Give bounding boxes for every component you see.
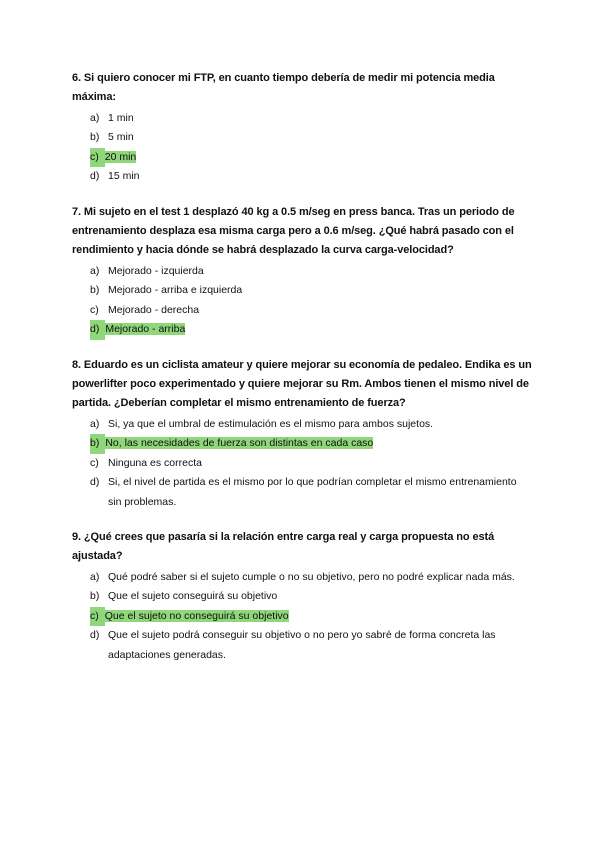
option-d: [72, 626, 532, 665]
option-c-correct: [72, 148, 532, 167]
option-text: 20 min: [104, 150, 137, 163]
option-text: Mejorado - izquierda: [108, 265, 204, 277]
option-text: Si, el nivel de partida es el mismo por lo que podrían completar el mismo entrenamiento sin problemas.: [108, 476, 517, 508]
question-text: 8. Eduardo es un ciclista amateur y quiere mejorar su economía de pedaleo. Endika es un powerlifter poco experimentado y quiere mejorar su Rm. Ambos tienen el mismo nivel de partida. ¿Deberían completar el mismo entrenamiento de fuerza?: [72, 359, 532, 409]
option-letter: b): [90, 131, 100, 144]
option-letter: d): [90, 629, 100, 642]
option-letter: d): [90, 170, 100, 183]
question-text: 6. Si quiero conocer mi FTP, en cuanto tiempo debería de medir mi potencia media máxima:: [72, 72, 495, 103]
option-text: Que el sujeto podrá conseguir su objetivo o no pero yo sabré de forma concreta las adaptaciones generadas.: [108, 629, 496, 661]
option-b: [72, 587, 532, 606]
option-text: Mejorado - arriba: [105, 323, 186, 336]
option-text: Mejorado - derecha: [108, 303, 200, 316]
options-list: [72, 262, 532, 340]
option-d: [72, 167, 532, 186]
question-8: [72, 356, 532, 512]
option-letter: c): [90, 148, 105, 167]
option-letter: d): [90, 320, 105, 339]
option-text: 5 min: [108, 131, 134, 144]
option-d: [72, 473, 532, 512]
option-text: Que el sujeto no conseguirá su objetivo: [104, 609, 289, 622]
option-b: [72, 128, 532, 147]
option-d-correct: [72, 320, 532, 339]
option-a: [72, 109, 532, 128]
option-text: Si, ya que el umbral de estimulación es el mismo para ambos sujetos.: [108, 418, 434, 430]
option-b: [72, 281, 532, 300]
options-list: [72, 109, 532, 187]
question-9: [72, 528, 532, 665]
option-c: [72, 301, 532, 320]
option-a: [72, 415, 532, 434]
option-a: [72, 262, 532, 281]
option-letter: a): [90, 112, 100, 124]
option-letter: a): [90, 571, 100, 583]
option-letter: c): [90, 607, 105, 626]
option-letter: b): [90, 434, 105, 453]
option-letter: b): [90, 590, 100, 603]
option-c: [72, 454, 532, 473]
option-b-correct: [72, 434, 532, 453]
options-list: [72, 568, 532, 665]
option-c-correct: [72, 607, 532, 626]
option-letter: a): [90, 265, 100, 277]
option-letter: c): [90, 456, 99, 469]
option-letter: a): [90, 418, 100, 430]
option-text: No, las necesidades de fuerza son distintas en cada caso: [105, 437, 374, 450]
question-7: [72, 203, 532, 340]
option-letter: b): [90, 284, 100, 297]
question-text: 9. ¿Qué crees que pasaría si la relación entre carga real y carga propuesta no está ajustada?: [72, 531, 495, 562]
option-letter: d): [90, 476, 100, 489]
options-list: [72, 415, 532, 512]
option-text: Mejorado - arriba e izquierda: [108, 284, 243, 297]
question-6: [72, 69, 532, 187]
option-text: Que el sujeto conseguirá su objetivo: [108, 590, 278, 603]
option-a: [72, 568, 532, 587]
question-text: 7. Mi sujeto en el test 1 desplazó 40 kg a 0.5 m/seg en press banca. Tras un periodo de entrenamiento desplaza esa misma carga pero a 0.6 m/seg. ¿Qué habrá pasado con el rendimiento y hacia dónde se habrá desplazado la curva carga-velocidad?: [72, 206, 515, 256]
option-text: Ninguna es correcta: [108, 456, 202, 469]
option-text: 15 min: [108, 170, 140, 183]
option-letter: c): [90, 303, 99, 316]
option-text: Qué podré saber si el sujeto cumple o no su objetivo, pero no podré explicar nada más.: [108, 571, 515, 583]
option-text: 1 min: [108, 112, 134, 124]
